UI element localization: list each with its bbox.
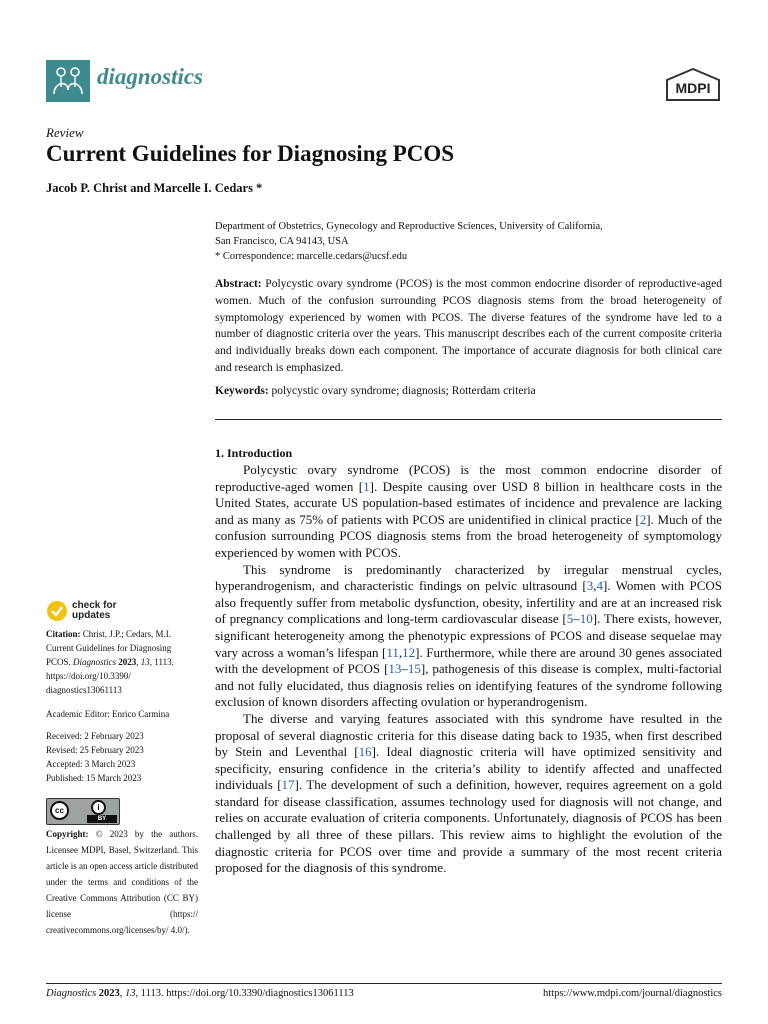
- keywords-text: polycystic ovary syndrome; diagnosis; Rotterdam criteria: [271, 385, 536, 397]
- paragraph-3: [215, 711, 722, 877]
- footer-journal: Diagnostics: [46, 988, 97, 999]
- citation-label: Citation:: [46, 629, 81, 639]
- text-run: ]. Ideal diagnostic criteria will have optimized sensitivity and specificity, ensuring confidence in the criteria’s ability to identify affected and unaffected individuals [: [215, 744, 722, 793]
- keywords-label: Keywords:: [215, 385, 269, 397]
- footer-volume: 13: [125, 988, 136, 999]
- affiliation-line-1: Department of Obstetrics, Gynecology and Reproductive Sciences, University of California,: [215, 221, 603, 232]
- journal-name[interactable]: diagnostics: [97, 64, 204, 89]
- body-text: [215, 462, 722, 877]
- paragraph-1: [215, 462, 722, 562]
- text-run: ,: [398, 644, 403, 660]
- reference-link[interactable]: 12: [402, 644, 416, 660]
- copyright-text: © 2023 by the authors. Licensee MDPI, Basel, Switzerland. This article is an open access article distributed under the terms and conditions of the Creative Commons Attribution (CC BY) license (https:// creativecommons.org/licenses/by/ 4.0/).: [46, 829, 199, 935]
- check-for-updates-button[interactable]: [46, 598, 186, 624]
- mdpi-logo-text: MDPI: [675, 80, 711, 96]
- article-title: Current Guidelines for Diagnosing PCOS: [46, 141, 455, 166]
- text-run: ]. Despite causing over USD 8 billion in healthcare costs in the United States, accurate US population-based estimates of incidence and prevalence are lacking and as many as 75% of patients with PCOS are unidentified in clinical practice [: [215, 478, 722, 527]
- reference-link[interactable]: 2: [639, 511, 647, 527]
- text-run: –: [401, 661, 408, 677]
- section-heading: 1. Introduction: [215, 446, 293, 460]
- footer-url[interactable]: https://www.mdpi.com/journal/diagnostics: [543, 988, 722, 999]
- paragraph-2: [215, 562, 722, 711]
- accepted-date: Accepted: 3 March 2023: [46, 759, 136, 769]
- check-updates-label: [72, 601, 116, 621]
- affiliation: [215, 219, 735, 264]
- affiliation-line-2: San Francisco, CA 94143, USA: [215, 236, 349, 247]
- reference-link[interactable]: 3: [586, 578, 594, 594]
- text-run: ]. Women with PCOS also frequently suffer from metabolic dysfunction, obesity, infertility and are at an increased risk of pregnancy complications and long-term cardiovascular disease [: [215, 578, 722, 627]
- abstract-label: Abstract:: [215, 278, 262, 290]
- copyright-label: Copyright:: [46, 829, 89, 839]
- academic-editor: Academic Editor: Enrico Carmina: [46, 709, 170, 719]
- revised-date: Revised: 25 February 2023: [46, 745, 144, 755]
- footer-year: 2023: [98, 988, 120, 999]
- text-run: ]. There exists, however, significant heterogeneity among the phenotypic expressions of PCOS and disease sequelae may vary across a woman’s lifespan [: [215, 611, 722, 660]
- copyright-notice: [46, 826, 198, 938]
- citation-year: 2023: [118, 657, 137, 667]
- text-run: Polycystic ovary syndrome (PCOS) is the most common endocrine disorder of reproductive-aged women [: [215, 462, 722, 494]
- reference-link[interactable]: 4: [596, 578, 603, 594]
- article-type: Review: [46, 125, 84, 140]
- text-run: ], pathogenesis of this disease is complex, multi-factorial and not fully elucidated, thus diagnosis relies on identifying features of the syndrome following exclusion of known disorders affecting ovulation or hyperandrogenism.: [215, 661, 722, 710]
- abstract: [215, 276, 722, 377]
- reference-link[interactable]: 16: [358, 744, 372, 760]
- check-updates-line-2: updates: [72, 610, 111, 621]
- cc-by-license-badge[interactable]: [46, 798, 120, 825]
- cc-by-label: BY: [87, 815, 117, 823]
- footer-divider: [46, 983, 722, 984]
- text-run: ]. Furthermore, while there are around 30 genes associated with the development of PCOS [: [215, 644, 722, 677]
- reference-link[interactable]: 1: [363, 478, 370, 494]
- citation-doi[interactable]: , 1113. https://doi.org/10.3390/ diagnostics13061113: [46, 657, 174, 695]
- reference-link[interactable]: 11: [386, 644, 399, 660]
- reference-link[interactable]: 10: [579, 611, 593, 627]
- check-updates-line-1: check for: [72, 600, 117, 611]
- footer-citation: Diagnostics 2023, 13, 1113. https://doi.org/10.3390/diagnostics13061113: [46, 988, 354, 999]
- reference-link[interactable]: 15: [407, 661, 421, 677]
- reference-link[interactable]: 13: [388, 661, 402, 677]
- journal-logo-icon: [46, 60, 90, 102]
- text-run: –: [573, 611, 580, 627]
- divider: [215, 419, 722, 420]
- cc-icon: cc: [50, 801, 69, 820]
- attribution-icon: i: [91, 800, 106, 815]
- text-run: ]. The development of such a definition, however, requires agreement on a gold standard for disease classification, assumes technology used for diagnosis will not change, and relies on accurate evaluation of criteria components. Unfortunately, diagnosis of PCOS has been challenged by all three of these pillars. This review aims to highlight the evolution of the diagnostic criteria for PCOS over time and provide a summary of the most recent criteria proposed for the diagnosis of this syndrome.: [215, 777, 723, 876]
- reference-link[interactable]: 17: [281, 777, 295, 793]
- citation: Citation: Christ, J.P.; Cedars, M.I. Current Guidelines for Diagnosing PCOS. Diagnostics 2023, 13, 1113. https://doi.org/10.3390/ diagnostics13061113: [46, 629, 174, 695]
- text-run: This syndrome is predominantly characterized by irregular menstrual cycles, hyperandrogenism, and characteristic findings on pelvic ultrasound [: [215, 561, 722, 594]
- dates: [46, 729, 198, 785]
- text-run: ,: [593, 578, 597, 594]
- citation-journal: Diagnostics: [73, 657, 117, 667]
- keywords: [215, 385, 722, 397]
- reference-link[interactable]: 5: [566, 611, 574, 627]
- text-run: The diverse and varying features associated with this syndrome have resulted in the proposal of several diagnostic criteria for this disease dating back to 1935, when first described by Stein and Leventhal [: [215, 710, 722, 760]
- footer-doi[interactable]: , 1113. https://doi.org/10.3390/diagnostics13061113: [135, 988, 354, 999]
- correspondence: * Correspondence: marcelle.cedars@ucsf.edu: [215, 251, 408, 262]
- abstract-text: Polycystic ovary syndrome (PCOS) is the most common endocrine disorder of reproductive-aged women. Much of the confusion surrounding PCOS diagnosis stems from the broad heterogeneity of symptomology experienced by women with PCOS. The diverse features of the syndrome have led to a number of diagnostic criteria over the years. This manuscript describes each of the current composite criteria and individually breaks down each component. The importance of accurate diagnosis for both clinical care and research is emphasized.: [215, 278, 723, 374]
- published-date: Published: 15 March 2023: [46, 773, 142, 783]
- received-date: Received: 2 February 2023: [46, 731, 144, 741]
- citation-volume: 13: [140, 657, 150, 667]
- check-updates-icon: [46, 600, 68, 622]
- text-run: ]. Much of the confusion surrounding PCOS diagnosis stems from the broad heterogeneity of symptomology experienced by women with PCOS.: [215, 511, 722, 560]
- citation-text: Christ, J.P.; Cedars, M.I. Current Guidelines for Diagnosing PCOS.: [46, 629, 172, 667]
- mdpi-logo[interactable]: [664, 68, 722, 102]
- authors: Jacob P. Christ and Marcelle I. Cedars *: [46, 181, 263, 195]
